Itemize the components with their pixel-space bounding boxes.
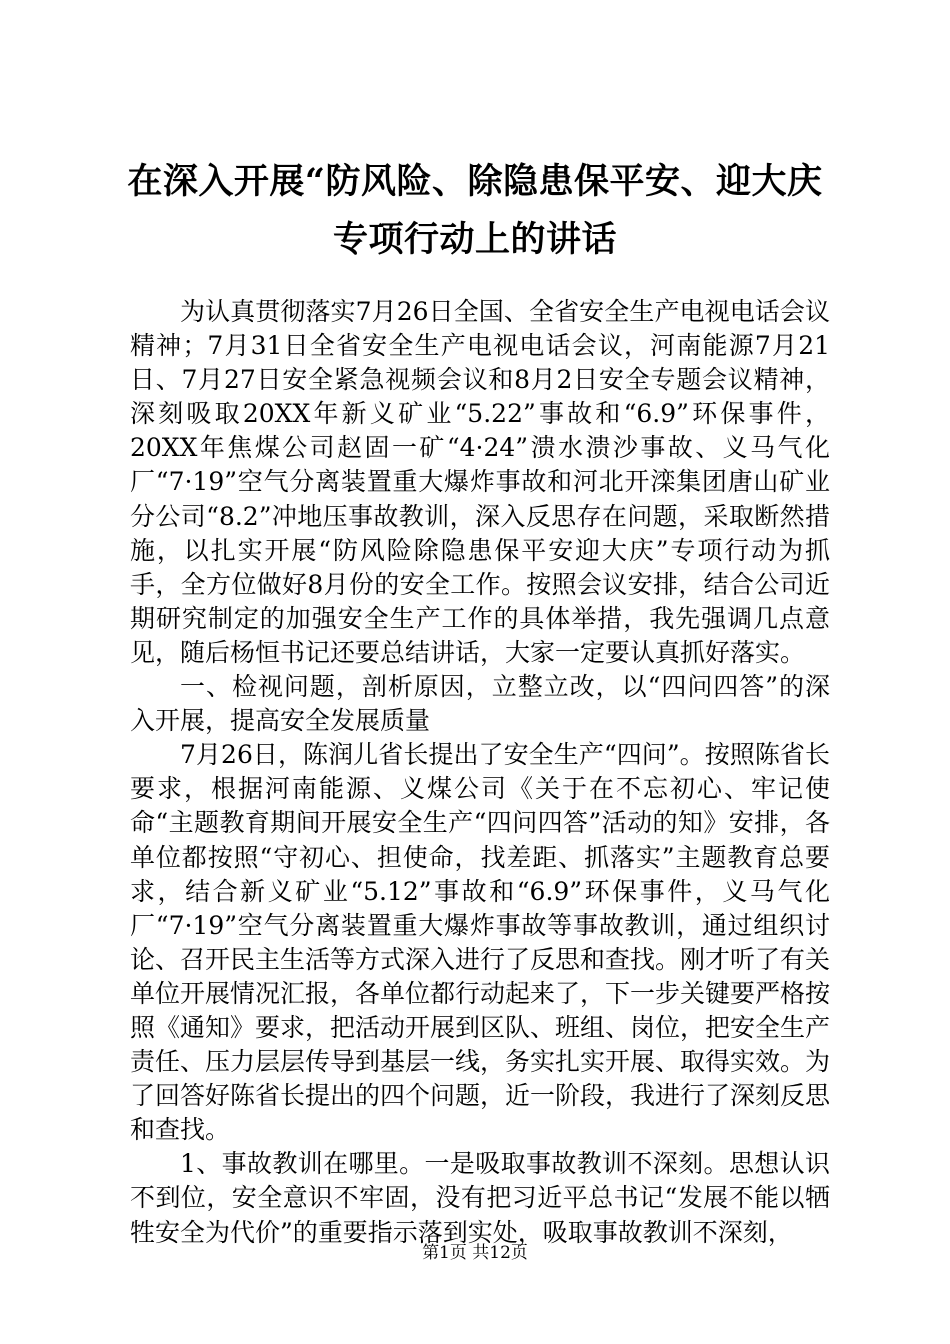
document-body [130, 295, 830, 1250]
document-title-line-2: 专项行动上的讲话 [332, 219, 617, 260]
page-number-footer: 第1页 共12页 [422, 1243, 528, 1263]
paragraph-accident-lessons: 1、事故教训在哪里。一是吸取事故教训不深刻。思想认识不到位，安全意识不牢固，没有把习近平总书记“发展不能以牺牲安全为代价”的重要指示落到实处，吸取事故教训不深刻， [130, 1149, 830, 1247]
paragraph-section-heading-1: 一、检视问题，剖析原因，立整立改，以“四问四答”的深入开展，提高安全发展质量 [130, 672, 830, 736]
document-title-line-1: 在深入开展“防风险、除隐患保平安、迎大庆 [127, 161, 823, 202]
paragraph-intro: 为认真贯彻落实7月26日全国、全省安全生产电视电话会议精神；7月31日全省安全生产电视电话会议，河南能源7月21日、7月27日安全紧急视频会议和8月2日安全专题会议精神，深刻吸取20XX年新义矿业“5.22”事故和“6.9”环保事件，20XX年焦煤公司赵固一矿“4·24”溃水溃沙事故、义马气化厂“7·19”空气分离装置重大爆炸事故和河北开滦集团唐山矿业分公司“8.2”冲地压事故教训，深入反思存在问题，采取断然措施，以扎实开展“防风险除隐患保平安迎大庆”专项行动为抓手，全方位做好8月份的安全工作。按照会议安排，结合公司近期研究制定的加强安全生产工作的具体举措，我先强调几点意见，随后杨恒书记还要总结讲话，大家一定要认真抓好落实。 [130, 297, 830, 667]
paragraph-four-questions: 7月26日，陈润儿省长提出了安全生产“四问”。按照陈省长要求，根据河南能源、义煤公司《关于在不忘初心、牢记使命“主题教育期间开展安全生产“四问四答”活动的知》安排，各单位都按照“守初心、担使命，找差距、抓落实”主题教育总要求，结合新义矿业“5.12”事故和“6.9”环保事件，义马气化厂“7·19”空气分离装置重大爆炸事故等事故教训，通过组织讨论、召开民主生活等方式深入进行了反思和查找。刚才听了有关单位开展情况汇报，各单位都行动起来了，下一步关键要严格按照《通知》要求，把活动开展到区队、班组、岗位，把安全生产责任、压力层层传导到基层一线，务实扎实开展、取得实效。为了回答好陈省长提出的四个问题，近一阶段，我进行了深刻反思和查找。 [130, 740, 831, 1145]
